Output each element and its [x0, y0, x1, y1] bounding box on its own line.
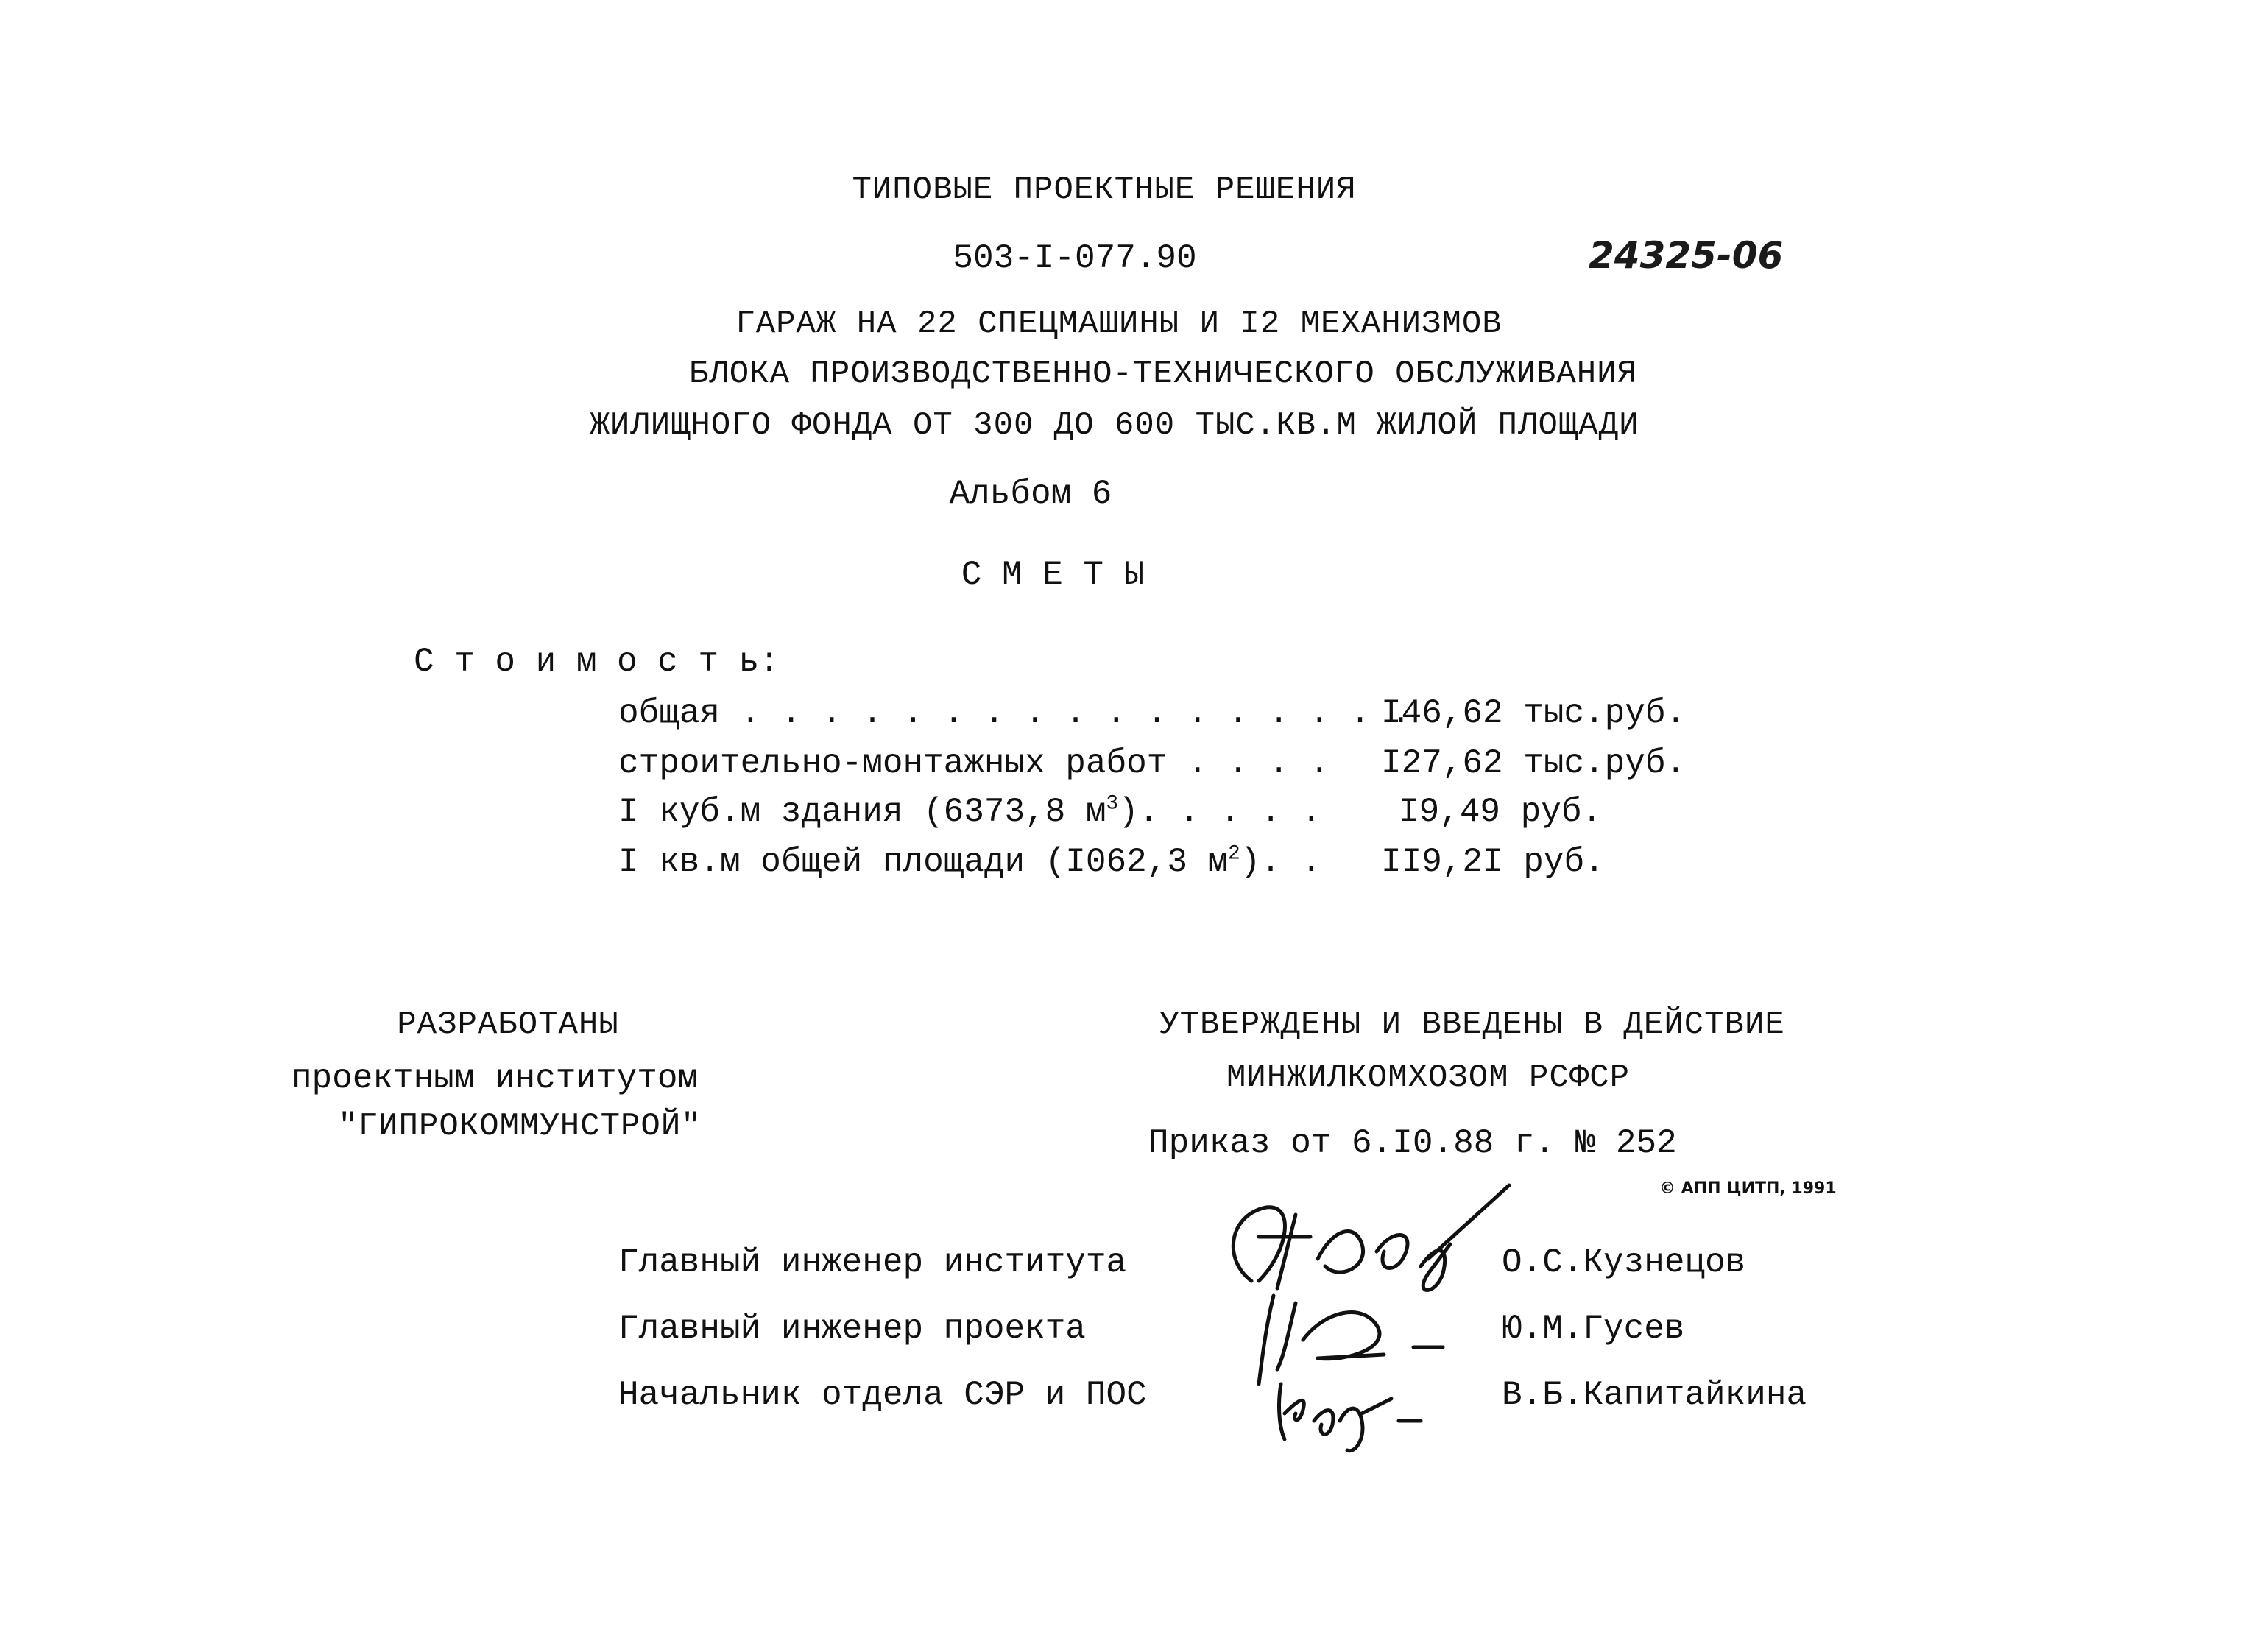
cost-row-area-label — [618, 842, 1322, 881]
cost-row-volume-value: I9,49 руб. — [1399, 793, 1603, 831]
cost-row-construction-label — [618, 744, 1330, 783]
approved-line-1: МИНЖИЛКОМХОЗОМ РСФСР — [1226, 1059, 1631, 1096]
signature-3 — [1274, 1369, 1458, 1458]
cost-row-total-value: I46,62 тыс.руб. — [1381, 694, 1687, 733]
signatory-role-1: Главный инженер института — [618, 1243, 1127, 1282]
signatory-name-3: В.Б.Капитайкина — [1502, 1376, 1807, 1414]
cost-row-label: I куб.м здания (6373,8 м — [618, 793, 1106, 831]
cost-row-total-label — [618, 694, 1411, 733]
title-line-3: ЖИЛИЩНОГО ФОНДА ОТ 300 ДО 600 ТЫС.КВ.М ЖИЛОЙ ПЛОЩАДИ — [590, 407, 1639, 444]
cost-row-volume-label — [618, 792, 1322, 831]
cost-row-label: I кв.м общей площади (I062,3 м — [618, 843, 1229, 881]
signatory-role-3: Начальник отдела СЭР и ПОС — [618, 1376, 1147, 1414]
signatory-name-2: Ю.М.Гусев — [1502, 1310, 1685, 1348]
leader-dots: . . . . — [1167, 744, 1330, 783]
developed-line-2: "ГИПРОКОММУНСТРОЙ" — [338, 1108, 702, 1145]
signatory-role-2: Главный инженер проекта — [618, 1310, 1086, 1348]
approved-title: УТВЕРЖДЕНЫ И ВВЕДЕНЫ В ДЕЙСТВИЕ — [1159, 1006, 1785, 1043]
superscript: 3 — [1106, 792, 1119, 816]
cost-row-label-end: ). — [1118, 793, 1159, 831]
inventory-number: 24325-06 — [1589, 234, 1784, 277]
leader-dots: . — [1280, 843, 1322, 881]
copyright-note: © АПП ЦИТП, 1991 — [1659, 1179, 1837, 1198]
project-code: 503-I-077.90 — [953, 239, 1197, 278]
cost-row-construction-value: I27,62 тыс.руб. — [1381, 744, 1687, 783]
cost-heading: С т о и м о с т ь: — [414, 643, 780, 681]
title-line-2: БЛОКА ПРОИЗВОДСТВЕННО-ТЕХНИЧЕСКОГО ОБСЛУЖИВАНИЯ — [688, 356, 1638, 392]
leader-dots: . . . . . . . . . . . . . . . . . — [720, 694, 1411, 733]
album-label: Альбом 6 — [949, 475, 1112, 513]
series-title: ТИПОВЫЕ ПРОЕКТНЫЕ РЕШЕНИЯ — [852, 172, 1357, 208]
developed-title: РАЗРАБОТАНЫ — [397, 1006, 619, 1043]
title-line-1: ГАРАЖ НА 22 СПЕЦМАШИНЫ И I2 МЕХАНИЗМОВ — [735, 306, 1502, 342]
cost-row-label: строительно-монтажных работ — [618, 744, 1168, 783]
signatory-name-1: О.С.Кузнецов — [1502, 1243, 1746, 1282]
leader-dots: . . . . — [1159, 793, 1322, 831]
cost-row-label: общая — [618, 694, 721, 733]
order-line: Приказ от 6.I0.88 г. № 252 — [1148, 1124, 1677, 1162]
cost-row-area-value: II9,2I руб. — [1381, 843, 1605, 881]
cost-row-label-end: ). — [1240, 843, 1281, 881]
section-title: С М Е Т Ы — [961, 556, 1145, 594]
developed-line-1: проектным институтом — [291, 1059, 699, 1098]
superscript: 2 — [1228, 842, 1240, 866]
